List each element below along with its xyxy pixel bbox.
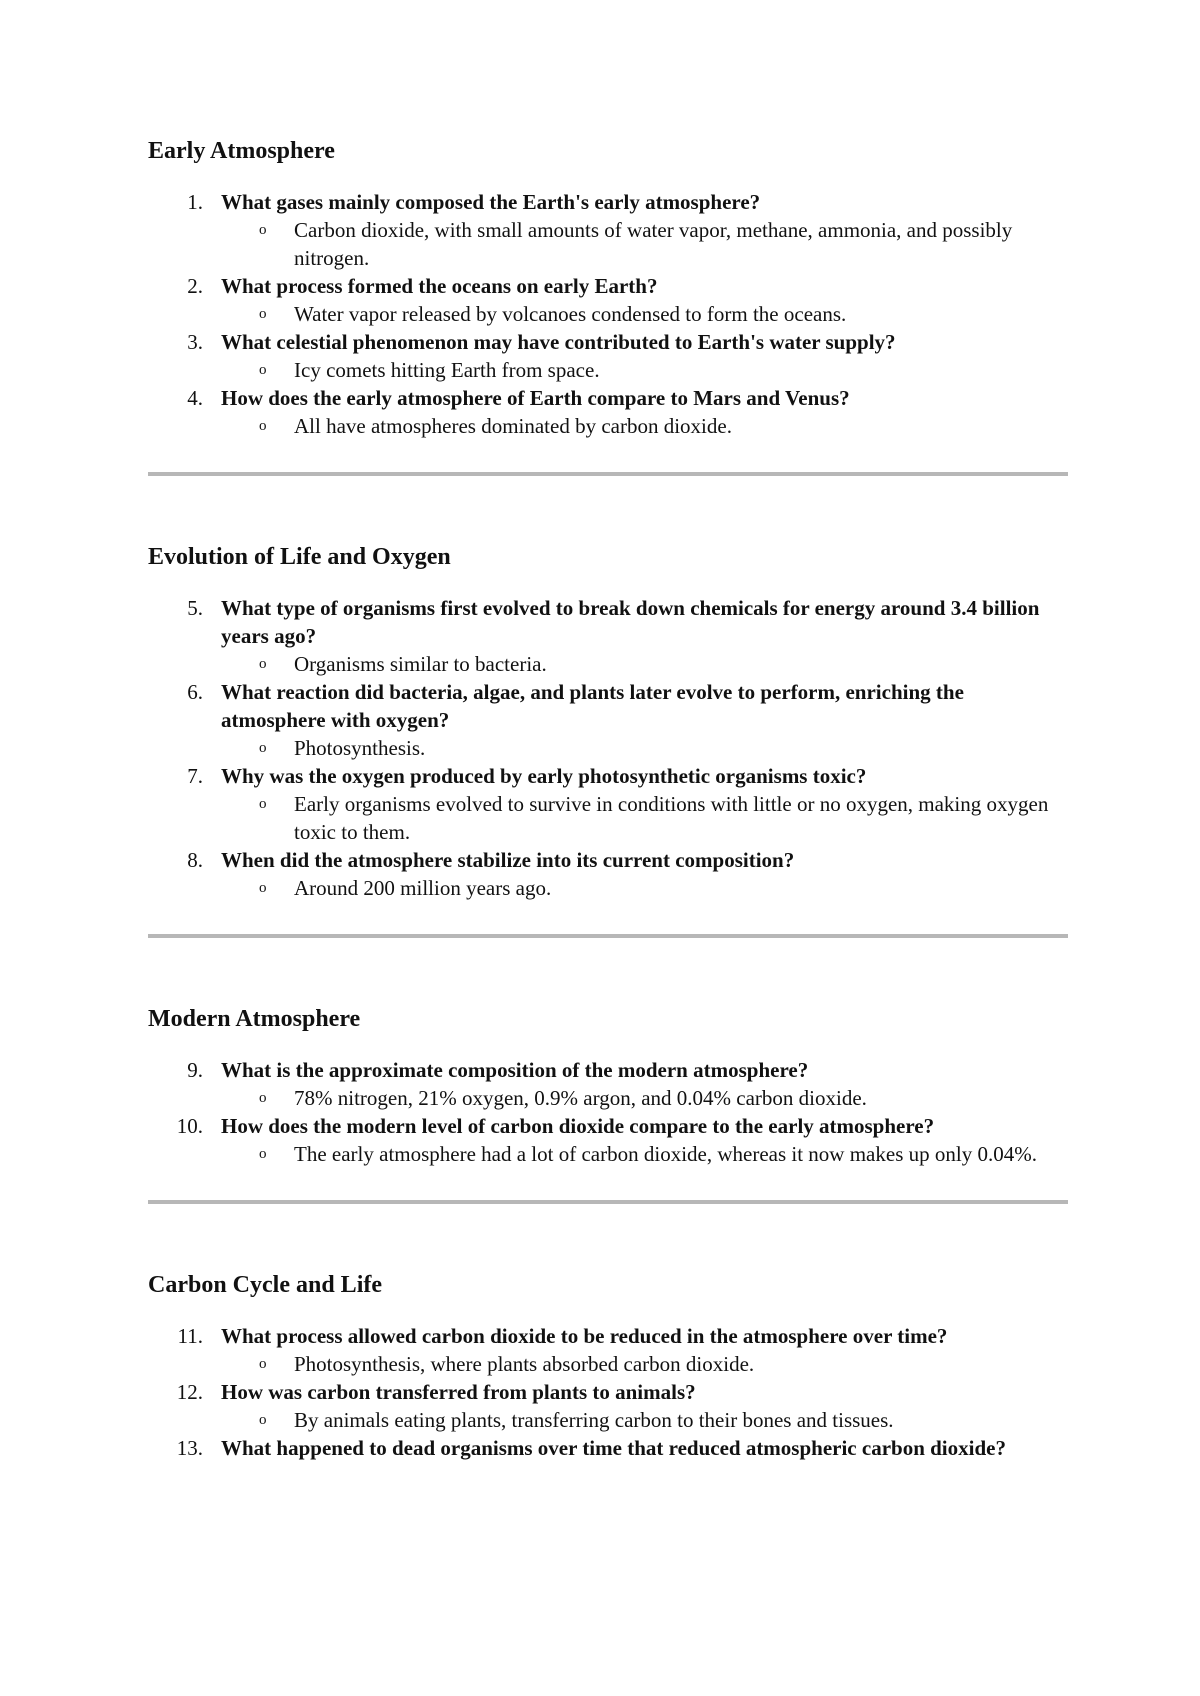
- question-list: [148, 1056, 1068, 1168]
- question-number: 12.: [176, 1380, 203, 1404]
- answer-text: Icy comets hitting Earth from space.: [294, 358, 600, 382]
- question-text: How does the early atmosphere of Earth compare to Mars and Venus?: [221, 386, 850, 410]
- question-item: [148, 188, 1068, 272]
- answer-item: [221, 650, 1068, 678]
- section-early-atmosphere: [148, 136, 1068, 440]
- bullet-icon: o: [259, 1090, 267, 1106]
- answer-text: All have atmospheres dominated by carbon dioxide.: [294, 414, 732, 438]
- section-divider: [148, 1200, 1068, 1204]
- bullet-icon: o: [259, 418, 267, 434]
- answer-item: [221, 1084, 1068, 1112]
- question-number: 8.: [187, 848, 203, 872]
- question-text: Why was the oxygen produced by early photosynthetic organisms toxic?: [221, 764, 867, 788]
- question-text: When did the atmosphere stabilize into its current composition?: [221, 848, 795, 872]
- answer-list: [221, 1140, 1068, 1168]
- answer-text: Organisms similar to bacteria.: [294, 652, 547, 676]
- question-item: [148, 1434, 1068, 1462]
- question-item: [148, 328, 1068, 384]
- answer-list: [221, 650, 1068, 678]
- bullet-icon: o: [259, 796, 267, 812]
- answer-text: By animals eating plants, transferring carbon to their bones and tissues.: [294, 1408, 894, 1432]
- question-number: 6.: [187, 680, 203, 704]
- answer-text: Around 200 million years ago.: [294, 876, 552, 900]
- answer-text: Photosynthesis, where plants absorbed carbon dioxide.: [294, 1352, 755, 1376]
- question-item: [148, 1056, 1068, 1112]
- question-number: 13.: [176, 1436, 203, 1460]
- question-number: 11.: [177, 1324, 203, 1348]
- question-item: [148, 594, 1068, 678]
- bullet-icon: o: [259, 362, 267, 378]
- answer-text: Photosynthesis.: [294, 736, 426, 760]
- answer-list: [221, 300, 1068, 328]
- answer-list: [221, 1350, 1068, 1378]
- bullet-icon: o: [259, 1356, 267, 1372]
- question-number: 7.: [187, 764, 203, 788]
- answer-item: [221, 734, 1068, 762]
- question-item: [148, 1112, 1068, 1168]
- section-title: Carbon Cycle and Life: [148, 1272, 382, 1298]
- answer-item: [221, 300, 1068, 328]
- answer-item: [221, 790, 1068, 846]
- question-text: How was carbon transferred from plants to animals?: [221, 1380, 696, 1404]
- answer-text: The early atmosphere had a lot of carbon dioxide, whereas it now makes up only 0.04%.: [294, 1142, 1037, 1166]
- bullet-icon: o: [259, 222, 267, 238]
- bullet-icon: o: [259, 1146, 267, 1162]
- question-text: What is the approximate composition of the modern atmosphere?: [221, 1058, 809, 1082]
- answer-list: [221, 216, 1068, 272]
- question-number: 4.: [187, 386, 203, 410]
- question-item: [148, 1322, 1068, 1378]
- question-list: [148, 1322, 1068, 1462]
- answer-text: 78% nitrogen, 21% oxygen, 0.9% argon, and 0.04% carbon dioxide.: [294, 1086, 867, 1110]
- question-text: What reaction did bacteria, algae, and plants later evolve to perform, enriching the atmosphere with oxygen?: [221, 680, 964, 732]
- question-list: [148, 188, 1068, 440]
- bullet-icon: o: [259, 306, 267, 322]
- answer-item: [221, 874, 1068, 902]
- answer-item: [221, 1140, 1068, 1168]
- question-number: 2.: [187, 274, 203, 298]
- answer-item: [221, 1350, 1068, 1378]
- question-number: 5.: [187, 596, 203, 620]
- bullet-icon: o: [259, 880, 267, 896]
- question-item: [148, 846, 1068, 902]
- section-evolution-of-life: [148, 542, 1068, 902]
- section-carbon-cycle: [148, 1270, 1068, 1462]
- answer-item: [221, 356, 1068, 384]
- answer-text: Carbon dioxide, with small amounts of water vapor, methane, ammonia, and possibly nitrogen.: [294, 218, 1013, 270]
- answer-list: [221, 734, 1068, 762]
- section-title: Early Atmosphere: [148, 138, 335, 164]
- answer-text: Water vapor released by volcanoes condensed to form the oceans.: [294, 302, 847, 326]
- question-number: 1.: [187, 190, 203, 214]
- answer-item: [221, 1406, 1068, 1434]
- answer-item: [221, 412, 1068, 440]
- question-text: What process allowed carbon dioxide to be reduced in the atmosphere over time?: [221, 1324, 948, 1348]
- answer-list: [221, 1084, 1068, 1112]
- section-title: Modern Atmosphere: [148, 1006, 361, 1032]
- question-item: [148, 384, 1068, 440]
- question-item: [148, 762, 1068, 846]
- question-item: [148, 1378, 1068, 1434]
- question-text: What gases mainly composed the Earth's early atmosphere?: [221, 190, 761, 214]
- bullet-icon: o: [259, 740, 267, 756]
- section-divider: [148, 934, 1068, 938]
- answer-item: [221, 216, 1068, 272]
- question-number: 9.: [187, 1058, 203, 1082]
- question-number: 10.: [176, 1114, 203, 1138]
- question-number: 3.: [187, 330, 203, 354]
- bullet-icon: o: [259, 1412, 267, 1428]
- question-text: How does the modern level of carbon dioxide compare to the early atmosphere?: [221, 1114, 935, 1138]
- answer-list: [221, 412, 1068, 440]
- answer-list: [221, 1406, 1068, 1434]
- question-text: What celestial phenomenon may have contributed to Earth's water supply?: [221, 330, 896, 354]
- answer-text: Early organisms evolved to survive in conditions with little or no oxygen, making oxygen toxic to them.: [294, 792, 1049, 844]
- document-page: [148, 136, 1068, 1462]
- question-text: What type of organisms first evolved to break down chemicals for energy around 3.4 billion years ago?: [221, 596, 1040, 648]
- question-item: [148, 678, 1068, 762]
- question-list: [148, 594, 1068, 902]
- question-text: What happened to dead organisms over time that reduced atmospheric carbon dioxide?: [221, 1436, 1006, 1460]
- answer-list: [221, 874, 1068, 902]
- answer-list: [221, 356, 1068, 384]
- section-modern-atmosphere: [148, 1004, 1068, 1168]
- section-divider: [148, 472, 1068, 476]
- answer-list: [221, 790, 1068, 846]
- bullet-icon: o: [259, 656, 267, 672]
- section-title: Evolution of Life and Oxygen: [148, 544, 451, 570]
- question-item: [148, 272, 1068, 328]
- question-text: What process formed the oceans on early Earth?: [221, 274, 658, 298]
